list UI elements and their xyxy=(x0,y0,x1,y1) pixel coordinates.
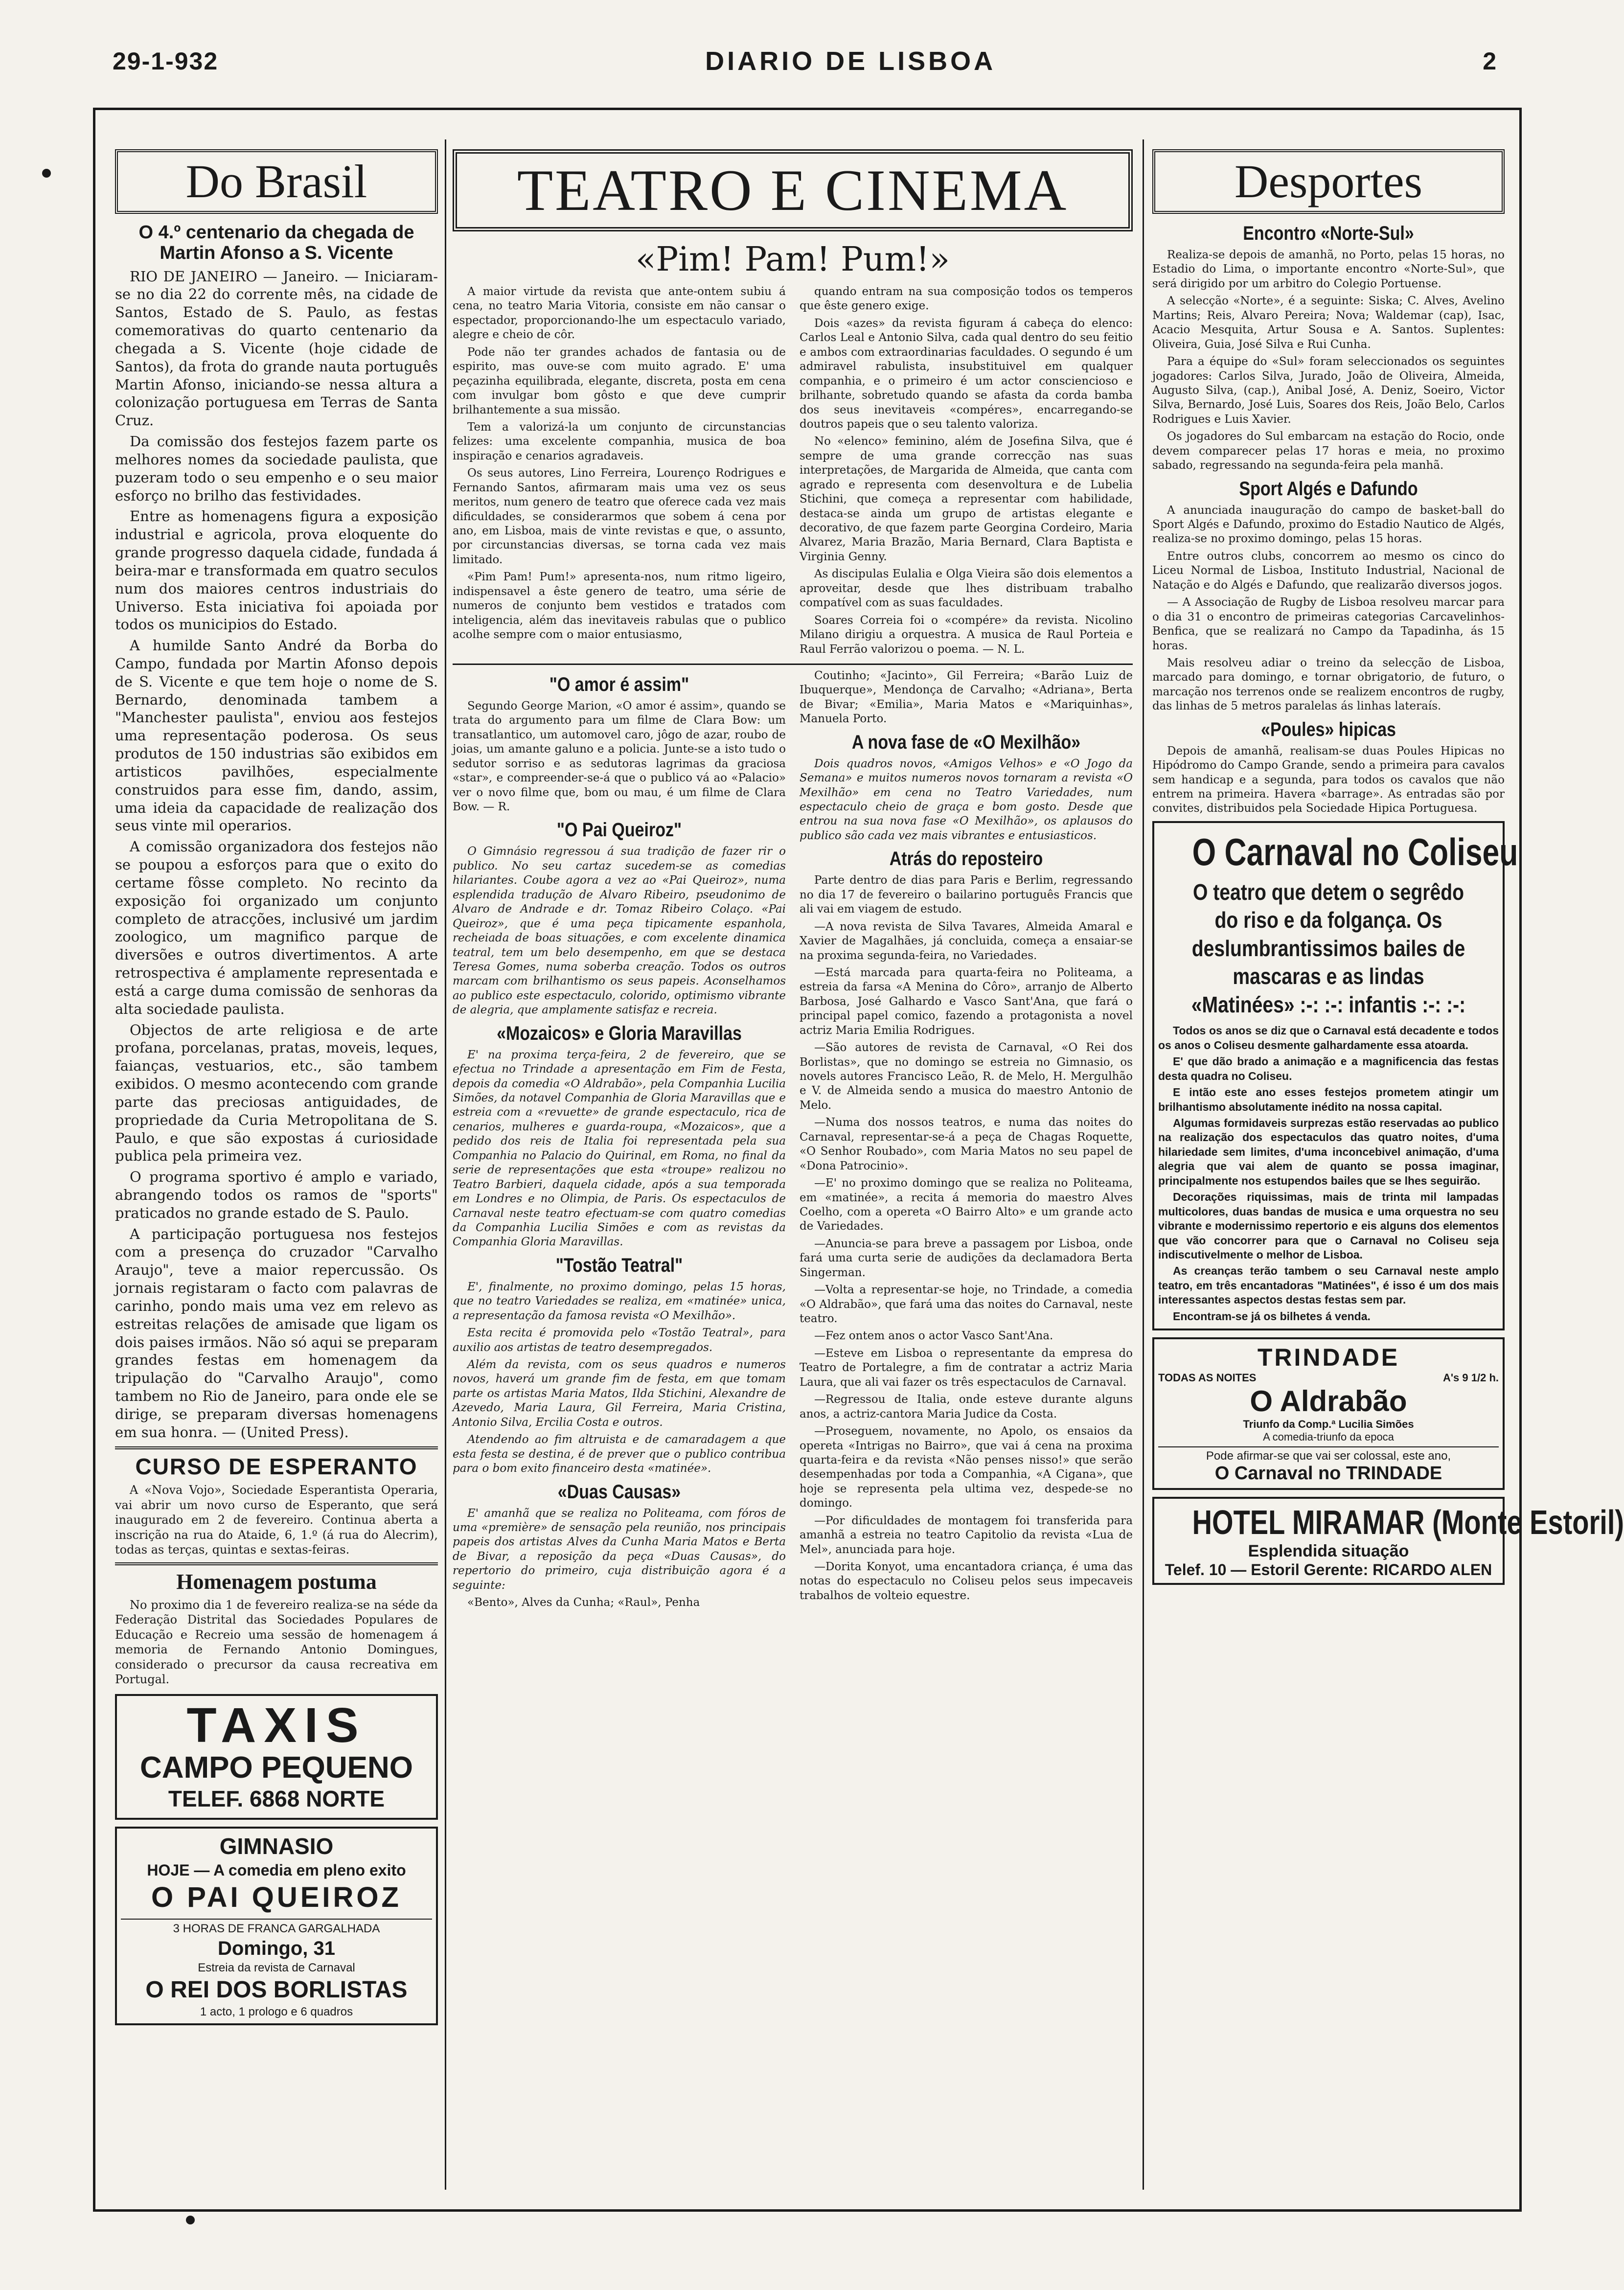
paragraph: Entre outros clubs, concorrem ao mesmo os cinco do Liceu Normal de Lisboa, Instituto Industrial, Nacional de Natação e do Algés e Dafundo, que realizarão diversos jogos. xyxy=(1152,550,1505,592)
pai-text: O Gimnásio regressou á sua tradição de fazer rir o publico. No seu cartaz sucedem-se as comedias hilariantes. Coube agora a vez ao «Pai Queiroz», numa esplendida tradução de Alvaro Ribeiro, pseudonimo de Alvaro de Andrade e dr. Tomaz Ribeiro Colaço. «Pai Queiroz», que é uma peça tipicamente espanhola, recheiada de boas situações, e com excelente dinamica teatral, tem um belo desempenho, em que se destaca Teresa Gomes, numa soberba creação. Todos os outros marcam com brilhantismo os seus papeis. Aconselhamos ao publico este espectaculo, colorido, optimismo vibrante de alegria, que amplamente satisfaz e recreia. xyxy=(453,845,786,1017)
paragraph: quando entram na sua composição todos os temperos que êste genero exige. xyxy=(800,285,1133,313)
carnaval-box xyxy=(1152,821,1518,1330)
paragraph: —Proseguem, novamente, no Apolo, os ensaios da opereta «Intrigas no Bairro», que vai á cena na proxima quarta-feira e da revista «Não penses nisso!» que serão desempenhadas por toda a Companhia, «A Cigana», que hoje se representa pela ultima vez, despede-se no domingo. xyxy=(800,1425,1133,1510)
section-title-desportes: Desportes xyxy=(1152,149,1505,214)
trindade-line2: A comedia-triunfo da epoca xyxy=(1263,1431,1394,1443)
column-teatro xyxy=(453,149,1133,2190)
paragraph: Mais resolveu adiar o treino da selecção de Lisboa, marcado para domingo, e tornar obrigatorio, de futuro, o marcação nos terrenos onde se realizem encontros de rugby, das linhas de 5 metros paralelas ás linhas lateraís. xyxy=(1152,656,1505,713)
carnaval-subtitle: O teatro que detem o segrêdo do riso e da folgança. Os deslumbrantissimos bailes de mascaras e as lindas «Matinées» :-: :-: infantis :-: :-: xyxy=(1191,879,1466,1017)
paragraph: Esta recita é promovida pelo «Tostão Teatral», para auxilio aos artistas de teatro desempregados. xyxy=(453,1327,786,1354)
paragraph: Dois «azes» da revista figuram á cabeça do elenco: Carlos Leal e Antonio Silva, cada qual dentro do seu feitio e ambos com extraordinarias faculdades. O segundo é um admiravel rabulista, insubstituivel em qualquer companhia, e o primeiro é um actor consciencioso e brilhante, sobretudo quando se afasta da corda bamba dos seus inevitaveis «compéres», encarregando-se doutros papeis que o seu talento valoriza. xyxy=(800,317,1133,431)
section-title-brasil: Do Brasil xyxy=(115,149,438,214)
paragraph: Soares Correia foi o «compére» da revista. Nicolino Milano dirigiu a orquestra. A musica de Raul Porteia e Raul Ferrão valorizou o poema. — N. L. xyxy=(800,614,1133,656)
lower-articles xyxy=(453,669,1133,1613)
cast-continued: Coutinho; «Jacinto», Gil Ferreira; «Barão Luiz de Ibuquerque», Mendonça de Carvalho; «Adriana», Berta de Bivar; «Emilia», Maria Matos e «Mariquinhas», Manuela Porto. xyxy=(800,669,1133,726)
divider xyxy=(453,664,1133,665)
paragraph: Além da revista, com os seus quadros e numeros novos, haverá um grande fim de festa, em que tomam parte os artistas Maria Matos, Ilda Stichini, Alexandre de Azevedo, Maria Laura, Gil Ferreira, Maria Cristina, Antonio Silva, Ercilia Costa e outros. xyxy=(453,1358,786,1429)
paragraph: Entre as homenagens figura a exposição industrial e agricola, prova eloquente do grande progresso daquela cidade, fundada á beira-mar e transformada em quatro seculos num dos maiores centros industriais do Universo. Esta iniciativa foi apoiada por todos os municipios do Estado. xyxy=(115,508,438,633)
paragraph: —Por dificuldades de montagem foi transferida para amanhã a estreia no teatro Capitolio da revista «Lua de Mel», anunciada para hoje. xyxy=(800,1514,1133,1556)
carnaval-body xyxy=(1158,1024,1499,1324)
paragraph: «Pim Pam! Pum!» apresenta-nos, num ritmo ligeiro, indispensavel a êste genero de teatro, uma série de numeros de conjunto bem vestidos e tratados com inteligencia, além das inevitaveis rabulas que o publico acolhe sempre com o maior entusiasmo, xyxy=(453,571,786,641)
newspaper-title: DIARIO DE LISBOA xyxy=(705,46,996,76)
divider xyxy=(115,1562,438,1565)
trindade-line4: O Carnaval no TRINDADE xyxy=(1214,1463,1442,1484)
paragraph: —Regressou de Italia, onde esteve durante alguns anos, a actriz-cantora Maria Judice da Costa. xyxy=(800,1393,1133,1420)
taxis-line1: TAXIS xyxy=(186,1697,366,1753)
gimnasio-ad xyxy=(115,1827,438,2025)
margin-dot-icon xyxy=(186,2216,195,2224)
column-desportes xyxy=(1152,149,1624,2190)
paragraph: Tem a valorizá-la um conjunto de circunstancias felizes: uma excelente companhia, musica de boa inspiração e cenarios agradaveis. xyxy=(453,420,786,462)
gimnasio-line1: HOJE — A comedia em pleno exito xyxy=(147,1861,406,1879)
paragraph: A comissão organizadora dos festejos não se poupou a esforços para que o exito do certame fôsse completo. No recinto da exposição foi organizado um conjunto completo de atracções, inclusivé um jardim zoologico, um magnifico parque de diversões e outros divertimentos. A arte retrospectiva é amplamente representada e está a carge duma comissão de senhoras da alta sociedade paulista. xyxy=(115,838,438,1017)
paragraph: Objectos de arte religiosa e de arte profana, porcelanas, pratas, moveis, leques, faianças, vestuarios, etc., são tambem exibidos. O mesmo acontecendo com grande parte das preciosas antiguidades, de propriedade da Curia Metropolitana de S. Paulo, e que são expostas á curiosidade publica pela primeira vez. xyxy=(115,1021,438,1165)
paragraph: —São autores de revista de Carnaval, «O Rei dos Borlistas», que no domingo se estreia no Gimnasio, os novels autores Francisco Leão, R. de Melo, H. Mergulhão e V. de Almeida sendo a musica do maestro Antonio de Melo. xyxy=(800,1041,1133,1112)
pai-title: "O Pai Queiroz" xyxy=(556,819,682,841)
paragraph: Os jogadores do Sul embarcam na estação do Rocio, onde devem comparecer pelas 17 horas e meia, no proximo sabado, regressando na segunda-feira pela manhã. xyxy=(1152,430,1505,472)
paragraph: —Esteve em Lisboa o representante da empresa do Teatro de Portalegre, a fim de contratar a actriz Maria Laura, que ali vai fazer os três espectaculos de Carnaval. xyxy=(800,1347,1133,1389)
paragraph: As discipulas Eulalia e Olga Vieira são dois elementos a aproveitar, desde que lhes distribuam trabalho compatível com as suas faculdades. xyxy=(800,568,1133,610)
paragraph: —A nova revista de Silva Tavares, Almeida Amaral e Xavier de Magalhães, já concluida, começa a ensaiar-se na proxima segunda-feira, no Variedades. xyxy=(800,920,1133,962)
amor-title: "O amor é assim" xyxy=(549,673,689,695)
poules-text: Depois de amanhã, realisam-se duas Poules Hipicas no Hipódromo do Campo Grande, sendo a primeira para cavalos sem handicap e a segunda, para todos os cavalos que não entrem na primeira. Havera «barrage». As entradas são por convites, distribuidos pela Sociedade Hipica Portuguesa. xyxy=(1152,744,1505,815)
pim-right xyxy=(800,285,1133,660)
paragraph: —Volta a representar-se hoje, no Trindade, a comedia «O Aldrabão», que fará uma das noites do Carnaval, neste teatro. xyxy=(800,1283,1133,1325)
paragraph: E intão este ano esses festejos prometem atingir um brilhantismo absolutamente inédito na nossa capital. xyxy=(1158,1086,1499,1113)
taxis-line2: CAMPO PEQUENO xyxy=(139,1750,413,1785)
paragraph: —Numa dos nossos teatros, e numa das noites do Carnaval, representar-se-á a peça de Chagas Roquette, «O Senhor Roubado», com Maria Matos no seu papel de «Dona Patrocinio». xyxy=(800,1116,1133,1172)
paragraph: A humilde Santo André da Borba do Campo, fundada por Martin Afonso depois de S. Vicente e que tem hoje o nome de S. Bernardo, denominada tambem a "Manchester paulista", enviou aos festejos uma representação poderosa. Os seus produtos de 150 industrias são exibidos em artisticos pavilhões, especialmente construidos para esse fim, dando, assim, uma ideia da capacidade de realização dos seus vinte mil operarios. xyxy=(115,637,438,834)
lower-left xyxy=(453,669,786,1613)
carnaval-title: O Carnaval no Coliseu xyxy=(1192,830,1518,873)
trindade-ad xyxy=(1152,1337,1505,1490)
paragraph: E', finalmente, no proximo domingo, pelas 15 horas, que no teatro Variedades se realiza, em «matinée» unica, a representação da famosa revista «O Mexilhão». xyxy=(453,1280,786,1322)
paragraph: —Fez ontem anos o actor Vasco Sant'Ana. xyxy=(814,1329,1053,1343)
paragraph: — A Associação de Rugby de Lisboa resolveu marcar para o dia 31 o encontro de primeiras categorias Carcavelinhos-Benfica, que se realizará no Campo da Tapadinha, ás 15 horas. xyxy=(1152,596,1505,652)
paragraph: As creanças terão tambem o seu Carnaval neste amplo teatro, em três encantadoras "Matinées", é isso é um dos mais interessantes aspectos destas festas sem par. xyxy=(1158,1264,1499,1306)
paragraph: Todos os anos se diz que o Carnaval está decadente e todos os anos o Coliseu desmente galhardamente essa atoarda. xyxy=(1158,1024,1499,1052)
mozaicos-title: «Mozaicos» e Gloria Maravillas xyxy=(497,1022,742,1044)
duas-text: E' amanhã que se realiza no Politeama, com fóros de uma «première» de sensação pela reunião, nos principais papeis dos artistas Alves da Cunha Maria Matos e Berta de Bivar, a reposição da peça «Duas Causas», do repertorio do primeiro, cuja distribuição agora é a seguinte: xyxy=(453,1507,786,1592)
paragraph: A anunciada inauguração do campo de basket-ball do Sport Algés e Dafundo, proximo do Estadio Nautico de Algés, realiza-se no proximo domingo, pelas 15 horas. xyxy=(1152,504,1505,546)
reposteiro-title: Atrás do reposteiro xyxy=(889,848,1043,870)
norte-sul-title: Encontro «Norte-Sul» xyxy=(1243,223,1414,244)
esperanto-title: CURSO DE ESPERANTO xyxy=(135,1453,418,1479)
duas-title: «Duas Causas» xyxy=(557,1481,681,1503)
paragraph: A maior virtude da revista que ante-ontem subiu á cena, no teatro Maria Vitoria, consiste em não cansar o espectador, proporcionando-lhe um espectaculo variado, alegre e cheio de côr. xyxy=(453,285,786,342)
paragraph: Decorações riquissimas, mais de trinta mil lampadas multicolores, duas bandas de musica e uma orquestra no seu vibrante e modernissimo repertorio e eis alguns dos elementos que vão concorrer para que o Carnaval no Coliseu seja indiscutivelmente o melhor de Lisboa. xyxy=(1158,1191,1499,1261)
section-title-teatro: TEATRO E CINEMA xyxy=(453,149,1133,231)
trindade-play: O Aldrabão xyxy=(1250,1385,1407,1418)
paragraph: Parte dentro de dias para Paris e Berlim, regressando no dia 17 de fevereiro o bailarino português Francis que ali vai em viagem de estudo. xyxy=(800,874,1133,916)
paragraph: Algumas formidaveis surprezas estão reservadas ao publico na realização dos espectaculos das quatro noites, d'uma hilariedade sem limites, d'uma inconcebivel animação, d'uma alegria que vai alem de quanto se possa imaginar, principalmente nos estupendos bailes que se lhes seguirão. xyxy=(1158,1117,1499,1187)
trindade-venue: TRINDADE xyxy=(1257,1344,1400,1372)
tostao-title: "Tostão Teatral" xyxy=(555,1254,683,1276)
mexilhao-title: A nova fase de «O Mexilhão» xyxy=(851,731,1081,753)
gimnasio-play2: O REI DOS BORLISTAS xyxy=(145,1976,408,2003)
homenagem-text: No proximo dia 1 de fevereiro realiza-se na séde da Federação Distrital das Sociedades Populares de Educação e Recreio uma sessão de homenagem á memoria de Fernando Antonio Domingues, considerado o precursor da causa recreativa em Portugal. xyxy=(115,1598,438,1687)
paragraph: A participação portuguesa nos festejos com a presença do cruzador "Carvalho Araujo", teve a maior repercussão. Os jornais registaram o facto com palavras de carinho, pondo mais uma vez em relevo as estreitas relações de amisade que ligam os dois paises irmãos. Não só aqui se preparam grandes festas em homenagem da tripulação do "Carvalho Araujo", como tambem no Rio de Janeiro, para onde ele se dirige, se preparam diversas homenagens em sua honra. — (United Press). xyxy=(115,1225,438,1441)
divider xyxy=(115,1446,438,1449)
miramar-ad xyxy=(1152,1497,1624,1585)
miramar-line1: Esplendida situação xyxy=(1248,1542,1409,1561)
paragraph: —Está marcada para quarta-feira no Politeama, a estreia da farsa «A Menina do Côro», arranjo de Alberto Barbosa, José Galhardo e Vasco Sant'Ana, que fará o principal papel comico, fazendo a protagonista a novel actriz Maria Emilia Rodrigues. xyxy=(800,966,1133,1037)
mozaicos-text: E' na proxima terça-feira, 2 de fevereiro, que se efectua no Trindade a apresentação em Fim de Festa, depois da comedia «O Aldrabão», pela Companhia Lucilia Simões, da notavel Companhia de Gloria Maravillas que e estreia com a «revuette» de grande espectaculo, rica de cenarios, mulheres e guarda-roupa, «Mozaicos», que a pedido dos reis de Italia foi representada pela sua Companhia no Palacio do Quirinal, em Roma, no final da serie de representações que esta «troupe» realizou no Teatro Barbieri, daquela cidade, após a sua temporada em Londres e no Olimpia, de Paris. Os espectaculos de Carnaval neste teatro efectuam-se com quatro comedias da Companhia Lucilia Simões e com as revistas da Companhia Gloria Maravillas. xyxy=(453,1048,786,1249)
mexilhao-text: Dois quadros novos, «Amigos Velhos» e «O Jogo da Semana» e muitos numeros novos tornaram a revista «O Mexilhão» em cena no Teatro Variedades, num espectaculo cheio de graça e bom gosto. Desde que entrou na sua nova fase «O Mexilhão», os aplausos do publico são cada vez mais vibrantes e entusiasticos. xyxy=(800,757,1133,842)
taxis-line3: TELEF. 6868 NORTE xyxy=(168,1786,385,1811)
pim-article xyxy=(453,285,1133,660)
poules-title: «Poules» hipicas xyxy=(1261,718,1396,740)
trindade-right: A's 9 1/2 h. xyxy=(1442,1372,1499,1384)
taxis-ad xyxy=(115,1694,438,1820)
article-headline: O 4.º centenario da chegada de Martin Afonso a S. Vicente xyxy=(138,222,414,263)
miramar-name: HOTEL MIRAMAR (Monte Estoril) xyxy=(1192,1503,1624,1542)
esperanto-text: A «Nova Vojo», Sociedade Esperantista Operaria, vai abrir um novo curso de Esperanto, que será inaugurado em 2 de fevereiro. Continua aberta a inscrição na rua do Ataide, 6, 1.º (á rua do Alecrim), todas as terças, quintas e sextas-feiras. xyxy=(115,1483,438,1557)
gimnasio-line4: 1 acto, 1 prologo e 6 quadros xyxy=(200,2005,353,2018)
trindade-left: TODAS AS NOITES xyxy=(1158,1372,1257,1384)
paragraph: Atendendo ao fim altruista e de camaradagem a que esta festa se destina, é de prever que o publico contribua para o bom exito financeiro desta «matinée». xyxy=(453,1433,786,1475)
paragraph: —E' no proximo domingo que se realiza no Politeama, em «matinée», a recita á memoria do maestro Alves Coelho, com a opereta «O Bairro Alto» e um grande acto de Variedades. xyxy=(800,1177,1133,1233)
gimnasio-line3: Estreia da revista de Carnaval xyxy=(198,1961,355,1974)
trindade-line1: Triunfo da Comp.ª Lucilia Simões xyxy=(1243,1418,1414,1431)
homenagem-title: Homenagem postuma xyxy=(176,1569,377,1594)
page-number: 2 xyxy=(1483,47,1497,75)
trindade-times xyxy=(1158,1372,1499,1384)
lower-right xyxy=(800,669,1133,1613)
paragraph: —Anuncia-se para breve a passagem por Lisboa, onde fará uma curta serie de audições da declamadora Berta Singerman. xyxy=(800,1237,1133,1279)
paragraph: —Dorita Konyot, uma encantadora criança, é uma das notas do espectaculo no Coliseu pelos seus impecaveis trabalhos de volteio equestre. xyxy=(800,1560,1133,1602)
column-divider xyxy=(1143,139,1144,2190)
miramar-line2: Telef. 10 — Estoril Gerente: RICARDO ALEN xyxy=(1165,1561,1492,1579)
paragraph: Realiza-se depois de amanhã, no Porto, pelas 15 horas, no Estadio do Lima, o importante encontro «Norte-Sul», que será dirigido por um arbitro do Colegio Portuense. xyxy=(1152,249,1505,290)
paragraph: E' que dão brado a animação e a magnificencia das festas desta quadra no Coliseu. xyxy=(1158,1055,1499,1082)
gimnasio-play: O PAI QUEIROZ xyxy=(151,1881,402,1914)
paragraph: Os seus autores, Lino Ferreira, Lourenço Rodrigues e Fernando Santos, afirmaram mais uma vez os seus meritos, num genero de teatro que oferece cada vez mais dificuldades, se considerarmos que sobem á cena por ano, em Lisboa, mais de vinte revistas e que, o assunto, por circunstancias diversas, se torna cada vez mais limitado. xyxy=(453,467,786,566)
gimnasio-date: Domingo, 31 xyxy=(217,1937,336,1959)
masthead xyxy=(113,44,1497,78)
column-brasil xyxy=(115,149,438,2190)
paragraph: No «elenco» feminino, além de Josefina Silva, que é sempre de uma grande correcção nas suas interpretações, de Margarida de Almeida, que canta com agrado e representa com desenvoltura e de Lubelia Stichini, que começa a representar com habilidade, destaca-se ainda um grupo de artistas elegante e decorativo, de que fazem parte Georgina Cordeiro, Maria Alvarez, Maria Brazão, Maria Bernard, Clara Baptista e Virginia Genny. xyxy=(800,435,1133,563)
trindade-line3: Pode afirmar-se que vai ser colossal, este ano, xyxy=(1158,1446,1499,1463)
paragraph: A selecção «Norte», é a seguinte: Siska; C. Alves, Avelino Martins; Reis, Alvaro Pereira; Nova; Waldemar (cap), Isac, Acacio Mesquita, Artur Sousa e A. Santos. Suplentes: Oliveira, Guia, José Silva e Rui Cunha. xyxy=(1152,295,1505,351)
paragraph: Para a équipe do «Sul» foram seleccionados os seguintes jogadores: Carlos Silva, Jurado, João de Oliveira, Almeida, Augusto Silva, (cap.), Anibal José, A. Deniz, Soeiro, Victor Silva, Bernardo, José Luis, Soares dos Reis, João Belo, Carlos Rodrigues e Luis Xavier. xyxy=(1152,355,1505,426)
paragraph: RIO DE JANEIRO — Janeiro. — Iniciaram-se no dia 22 do corrente mês, na cidade de Santos, Estado de S. Paulo, as festas comemorativas do quarto centenario da chegada a S. Vicente (hoje cidade de Santos), da frota do grande nauta português Martin Afonso, iniciando-se nessa altura a colonização portuguesa em Terras de Santa Cruz. xyxy=(115,268,438,429)
paragraph: Pode não ter grandes achados de fantasia ou de espirito, mas ouve-se com muito agrado. E' uma peçazinha equilibrada, elegante, discreta, posta em cena com invulgar bom gôsto e que deve cumprir brilhantemente a sua missão. xyxy=(453,345,786,416)
issue-date: 29-1-932 xyxy=(113,47,219,75)
pim-title: «Pim! Pam! Pum!» xyxy=(635,240,950,279)
margin-dot-icon xyxy=(42,169,51,178)
column-divider xyxy=(445,139,446,2190)
paragraph: Da comissão dos festejos fazem parte os melhores nomes da sociedade paulista, que puzeram todo o seu empenho e o seu maior esforço no brilho das festividades. xyxy=(115,433,438,504)
gimnasio-venue: GIMNASIO xyxy=(219,1833,334,1859)
pim-left xyxy=(453,285,786,660)
amor-text: Segundo George Marion, «O amor é assim», quando se trata do argumento para um filme de Clara Bow: um transatlantico, um automovel caro, jôgo de azar, roubo de joias, um amante galuno e a policia. Junte-se a isto tudo o sedutor sorriso e as sedutoras lagrimas da graciosa «star», e compreender-se-á que o publico vá ao «Palacio» ver o novo filme que, bom ou mau, é um filme de Clara Bow. — R. xyxy=(453,699,786,813)
gimnasio-line2: 3 HORAS DE FRANCA GARGALHADA xyxy=(121,1919,432,1936)
duas-cast: «Bento», Alves da Cunha; «Raul», Penha xyxy=(467,1596,700,1609)
page-frame xyxy=(93,108,1624,2212)
paragraph: Encontram-se já os bilhetes á venda. xyxy=(1173,1309,1371,1323)
paragraph: O programa sportivo é amplo e variado, abrangendo todos os ramos de "sports" praticados no grande estado de S. Paulo. xyxy=(115,1168,438,1221)
sport-alges-title: Sport Algés e Dafundo xyxy=(1239,478,1418,500)
article-body xyxy=(115,268,438,1442)
